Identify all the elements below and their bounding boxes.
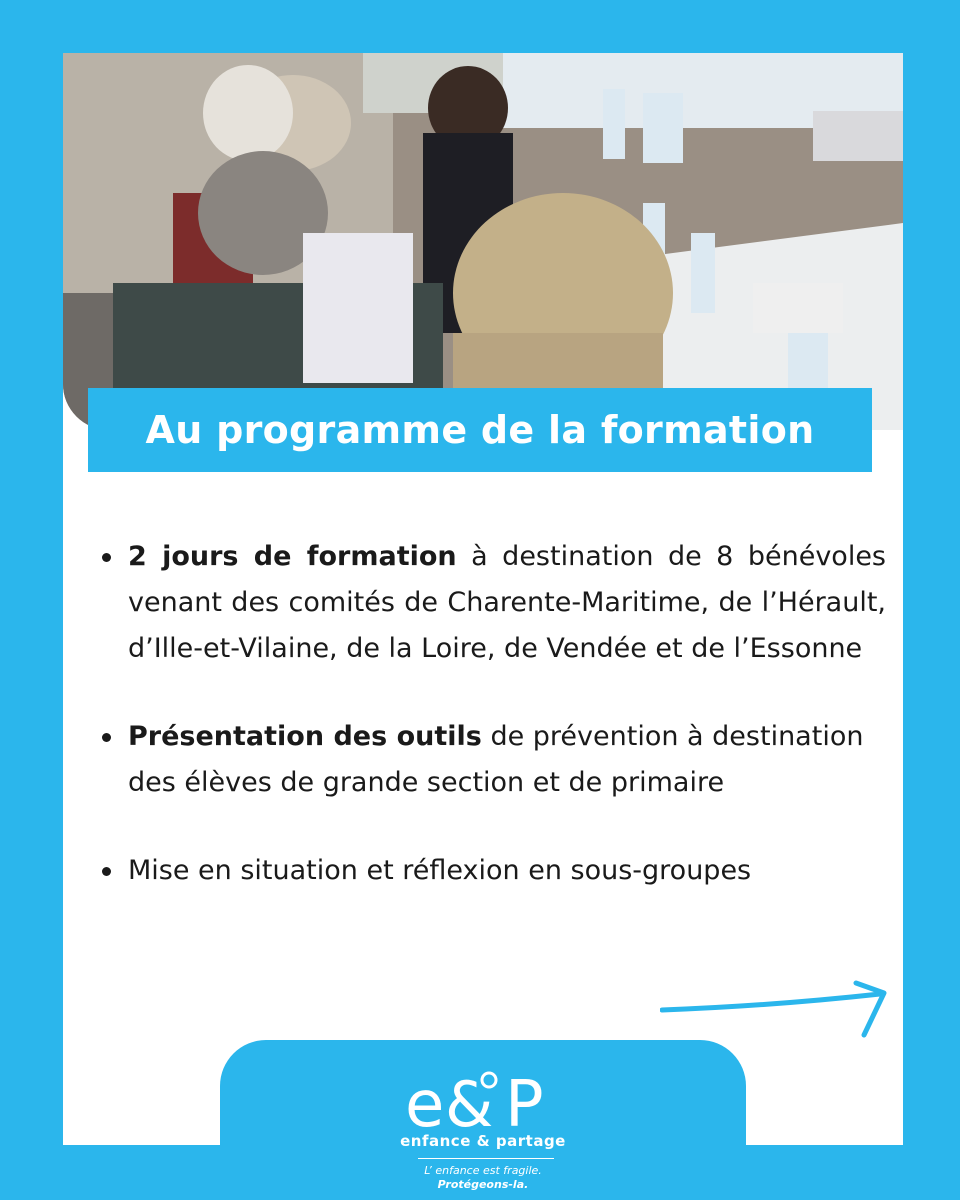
svg-text:&: & xyxy=(445,1070,494,1132)
svg-text:P: P xyxy=(505,1070,544,1132)
list-item-rest: à destination de 8 bénévoles venant des comités de Charente-Maritime, de l’Hérault, d’Ille-et-Vilaine, de la Loire, de Vendée et de l’Essonne xyxy=(128,541,886,664)
list-item-rest: de prévention à destination des élèves de grande section et de primaire xyxy=(128,721,864,798)
program-list xyxy=(100,534,886,936)
brand-name: enfance & partage xyxy=(400,1132,566,1150)
bullet-dot xyxy=(100,534,128,672)
list-item xyxy=(100,714,886,806)
training-photo xyxy=(63,53,903,430)
tagline xyxy=(220,1164,746,1192)
list-item xyxy=(100,534,886,672)
bullet-dot xyxy=(100,848,128,894)
arrow-right-icon[interactable] xyxy=(660,980,896,1040)
tagline-line-1: L’ enfance est fragile. xyxy=(424,1164,542,1177)
page-title: Au programme de la formation xyxy=(145,408,815,452)
list-item-text xyxy=(128,534,886,672)
title-banner xyxy=(88,388,872,472)
bullet-dot xyxy=(100,714,128,806)
footer-logo-tab xyxy=(220,1040,746,1200)
tagline-line-2: Protégeons-la. xyxy=(437,1178,529,1191)
list-item-rest: Mise en situation et réflexion en sous-groupes xyxy=(128,855,752,886)
list-item-bold: 2 jours de formation xyxy=(128,541,457,572)
divider xyxy=(418,1158,554,1159)
list-item-bold: Présentation des outils xyxy=(128,721,482,752)
list-item xyxy=(100,848,886,894)
svg-text:e: e xyxy=(405,1070,445,1132)
list-item-text xyxy=(128,848,886,894)
ep-logo-icon xyxy=(405,1070,565,1132)
list-item-text xyxy=(128,714,886,806)
